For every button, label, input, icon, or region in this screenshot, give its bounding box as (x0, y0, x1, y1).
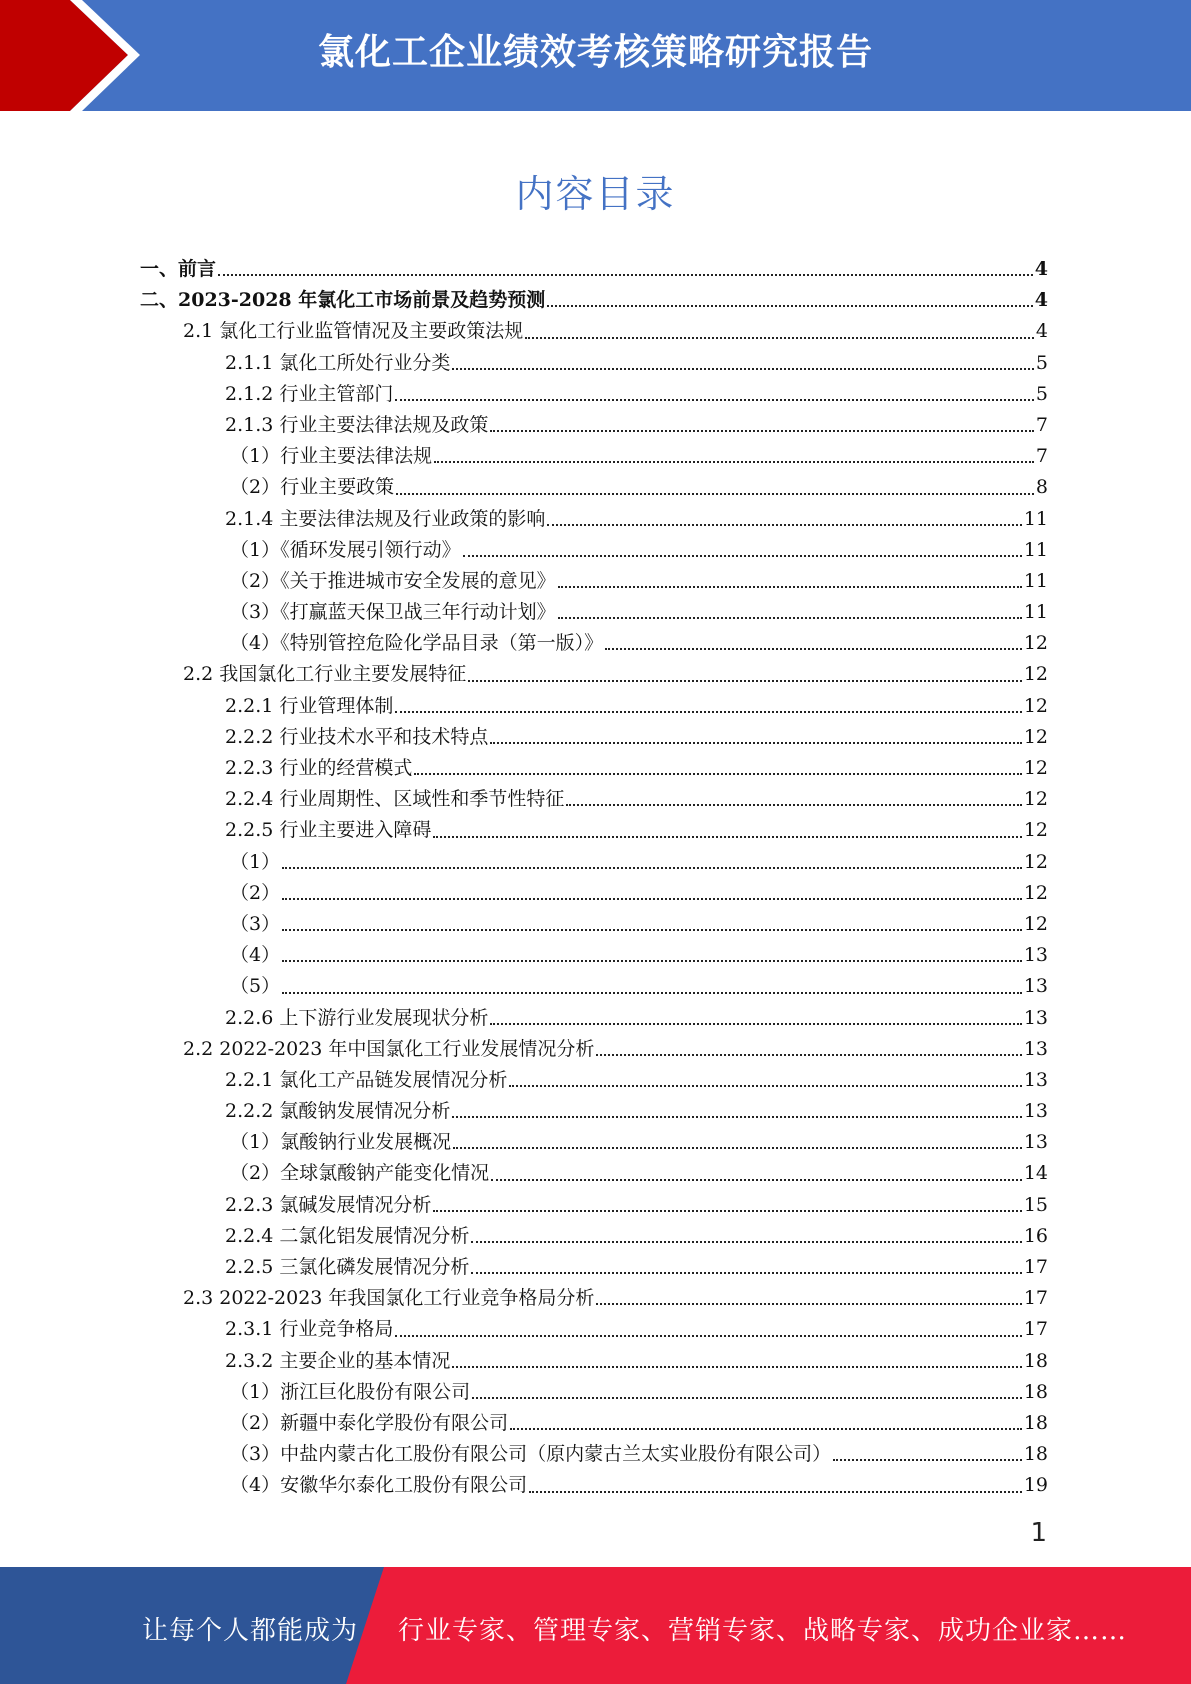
toc-leader-dots (596, 1053, 1021, 1056)
toc-entry-title: 一、前言 (140, 258, 217, 280)
toc-leader-dots (453, 1146, 1022, 1149)
toc-entry-title: 2.3.1 行业竞争格局 (225, 1318, 394, 1341)
toc-entry[interactable] (140, 847, 1048, 878)
toc-entry-title: 2.2.4 二氯化铝发展情况分析 (225, 1224, 470, 1247)
toc-entry-page: 11 (1023, 507, 1048, 530)
toc-leader-dots (547, 304, 1033, 307)
footer-slogan-right: 行业专家、管理专家、营销专家、战略专家、成功企业家…… (398, 1616, 1128, 1646)
toc-leader-dots (433, 1209, 1021, 1212)
toc-entry-page: 4 (1034, 258, 1048, 280)
toc-entry-page: 18 (1023, 1411, 1048, 1434)
toc-entry[interactable] (140, 348, 1048, 379)
toc-entry-title: 2.2.3 氯碱发展情况分析 (225, 1193, 432, 1216)
toc-entry[interactable] (140, 971, 1048, 1002)
toc-entry[interactable] (140, 1158, 1048, 1189)
toc-entry[interactable] (140, 504, 1048, 535)
toc-entry-title: 2.1.2 行业主管部门 (225, 382, 394, 405)
toc-entry-page: 18 (1023, 1443, 1048, 1466)
toc-leader-dots (472, 1396, 1022, 1399)
toc-entry-page: 14 (1023, 1162, 1048, 1185)
toc-leader-dots (471, 1271, 1021, 1274)
toc-entry-page: 13 (1023, 1131, 1048, 1154)
toc-entry[interactable] (140, 1003, 1048, 1034)
toc-entry-page: 7 (1035, 445, 1048, 468)
toc-entry-title: 2.2 2022-2023 年中国氯化工行业发展情况分析 (183, 1037, 595, 1060)
toc-entry-page: 5 (1035, 382, 1048, 405)
toc-entry-page: 4 (1035, 320, 1048, 343)
toc-leader-dots (558, 585, 1022, 588)
toc-leader-dots (468, 679, 1022, 682)
toc-leader-dots (395, 398, 1034, 401)
table-of-contents (140, 254, 1048, 1502)
toc-entry-title: （3）《打赢蓝天保卫战三年行动计划》 (230, 601, 556, 624)
toc-entry[interactable] (140, 566, 1048, 597)
toc-entry-page: 11 (1023, 538, 1048, 561)
toc-entry-page: 12 (1023, 850, 1048, 873)
toc-entry-title: 2.2.5 三氯化磷发展情况分析 (225, 1256, 470, 1278)
toc-entry-title: （2）行业主要政策 (230, 476, 395, 499)
toc-leader-dots (490, 741, 1021, 744)
toc-entry-page: 13 (1023, 1068, 1048, 1091)
toc-leader-dots (491, 1178, 1022, 1181)
toc-entry-title: （3）中盐内蒙古化工股份有限公司（原内蒙古兰太实业股份有限公司） (230, 1443, 832, 1466)
toc-entry-page: 16 (1023, 1224, 1048, 1247)
toc-entry[interactable] (140, 1439, 1048, 1470)
toc-entry-title: 2.2.2 行业技术水平和技术特点 (225, 725, 489, 748)
toc-entry[interactable] (140, 753, 1048, 784)
toc-entry-page: 17 (1023, 1318, 1048, 1341)
toc-entry-page: 13 (1023, 1006, 1048, 1029)
toc-entry-page: 18 (1023, 1349, 1048, 1372)
footer-slogan-left: 让每个人都能成为 (142, 1616, 359, 1646)
toc-entry[interactable] (140, 1096, 1048, 1127)
toc-entry-title: （1）行业主要法律法规 (230, 445, 433, 468)
toc-entry-title: （5） (230, 975, 281, 998)
toc-entry-page: 7 (1035, 413, 1048, 436)
toc-entry-page: 13 (1023, 944, 1048, 967)
toc-entry[interactable] (140, 628, 1048, 659)
page-number: 1 (1030, 1518, 1047, 1548)
toc-entry[interactable] (140, 285, 1048, 316)
toc-leader-dots (282, 866, 1022, 869)
toc-leader-dots (282, 991, 1022, 994)
toc-leader-dots (509, 1084, 1021, 1087)
toc-leader-dots (396, 492, 1034, 495)
toc-entry[interactable] (140, 1127, 1048, 1158)
toc-entry-page: 12 (1023, 819, 1048, 842)
toc-entry[interactable] (140, 940, 1048, 971)
toc-entry-title: （4）《特别管控危险化学品目录（第一版）》 (230, 632, 604, 655)
toc-entry-title: 2.2.3 行业的经营模式 (225, 757, 413, 779)
toc-entry-page: 11 (1023, 601, 1048, 624)
toc-heading: 内容目录 (515, 172, 676, 216)
toc-leader-dots (452, 1115, 1021, 1118)
toc-entry-title: （4） (230, 944, 281, 967)
toc-entry-page: 19 (1023, 1474, 1048, 1497)
toc-leader-dots (525, 336, 1034, 339)
toc-entry-title: 2.1.1 氯化工所处行业分类 (225, 351, 451, 374)
toc-entry[interactable] (140, 1314, 1048, 1345)
toc-entry-title: （1）浙江巨化股份有限公司 (230, 1380, 471, 1403)
toc-entry-page: 12 (1023, 912, 1048, 935)
toc-entry-title: （2）《关于推进城市安全发展的意见》 (230, 569, 556, 592)
toc-leader-dots (395, 1334, 1021, 1337)
toc-leader-dots (605, 647, 1022, 650)
toc-entry[interactable] (140, 1346, 1048, 1377)
toc-entry-title: 2.3.2 主要企业的基本情况 (225, 1349, 451, 1372)
toc-entry[interactable] (140, 254, 1048, 285)
toc-entry-title: （2） (230, 881, 281, 904)
toc-leader-dots (452, 367, 1034, 370)
toc-entry-title: （3） (230, 912, 281, 935)
toc-leader-dots (490, 429, 1034, 432)
toc-entry-page: 12 (1023, 881, 1048, 904)
toc-entry[interactable] (140, 316, 1048, 347)
toc-entry-page: 15 (1023, 1193, 1048, 1216)
toc-leader-dots (395, 710, 1021, 713)
toc-entry-title: 2.3 2022-2023 年我国氯化工行业竞争格局分析 (183, 1287, 595, 1310)
toc-entry-title: 2.1.4 主要法律法规及行业政策的影响 (225, 507, 546, 530)
toc-entry-title: 2.2.4 行业周期性、区域性和季节性特征 (225, 788, 565, 811)
toc-entry-title: （1） (230, 850, 281, 873)
header-band (0, 0, 1191, 111)
toc-entry[interactable] (140, 815, 1048, 846)
toc-leader-dots (510, 1427, 1022, 1430)
toc-entry-page: 12 (1023, 725, 1048, 748)
toc-entry-page: 18 (1023, 1380, 1048, 1403)
toc-entry[interactable] (140, 1034, 1048, 1065)
toc-entry[interactable] (140, 659, 1048, 690)
toc-entry[interactable] (140, 535, 1048, 566)
toc-entry-page: 13 (1023, 975, 1048, 998)
toc-leader-dots (452, 1365, 1021, 1368)
toc-leader-dots (558, 616, 1022, 619)
toc-leader-dots (218, 273, 1033, 276)
toc-leader-dots (282, 959, 1022, 962)
toc-entry[interactable] (140, 784, 1048, 815)
toc-entry[interactable] (140, 722, 1048, 753)
toc-entry-page: 8 (1035, 476, 1048, 499)
toc-entry-title: （4）安徽华尔泰化工股份有限公司 (230, 1474, 528, 1497)
report-title: 氯化工企业绩效考核策略研究报告 (317, 32, 873, 73)
toc-entry-title: （2）新疆中泰化学股份有限公司 (230, 1411, 509, 1434)
toc-entry[interactable] (140, 597, 1048, 628)
toc-entry-title: 2.2 我国氯化工行业主要发展特征 (183, 663, 467, 686)
toc-entry-page: 11 (1023, 569, 1048, 592)
toc-leader-dots (463, 554, 1022, 557)
toc-leader-dots (529, 1490, 1022, 1493)
toc-leader-dots (596, 1302, 1021, 1305)
toc-entry-page: 12 (1023, 663, 1048, 686)
toc-entry[interactable] (140, 472, 1048, 503)
toc-entry[interactable] (140, 1190, 1048, 1221)
toc-entry-title: 2.2.5 行业主要进入障碍 (225, 819, 432, 842)
toc-entry[interactable] (140, 1065, 1048, 1096)
toc-leader-dots (566, 803, 1021, 806)
toc-entry-title: 2.2.1 氯化工产品链发展情况分析 (225, 1068, 508, 1091)
toc-entry-page: 5 (1035, 351, 1048, 374)
toc-leader-dots (282, 928, 1022, 931)
toc-leader-dots (434, 460, 1034, 463)
toc-entry-title: 2.2.1 行业管理体制 (225, 694, 394, 717)
footer-band (0, 1567, 1191, 1684)
toc-entry-page: 13 (1023, 1100, 1048, 1123)
toc-leader-dots (490, 1022, 1021, 1025)
toc-entry-title: （2）全球氯酸钠产能变化情况 (230, 1162, 490, 1185)
toc-leader-dots (833, 1458, 1022, 1461)
toc-entry-title: 2.2.6 上下游行业发展现状分析 (225, 1006, 489, 1029)
toc-entry[interactable] (140, 410, 1048, 441)
toc-entry-page: 12 (1023, 694, 1048, 717)
toc-entry[interactable] (140, 1470, 1048, 1501)
toc-entry[interactable] (140, 909, 1048, 940)
toc-entry-page: 12 (1023, 788, 1048, 811)
toc-entry[interactable] (140, 379, 1048, 410)
toc-entry[interactable] (140, 1408, 1048, 1439)
toc-entry-page: 12 (1023, 632, 1048, 655)
toc-entry[interactable] (140, 1283, 1048, 1314)
toc-entry[interactable] (140, 441, 1048, 472)
toc-entry[interactable] (140, 1252, 1048, 1283)
toc-entry-page: 12 (1023, 757, 1048, 779)
toc-leader-dots (282, 897, 1022, 900)
toc-entry-title: （1）氯酸钠行业发展概况 (230, 1131, 452, 1154)
toc-entry-page: 17 (1023, 1256, 1048, 1278)
toc-entry-title: 二、2023-2028 年氯化工市场前景及趋势预测 (140, 289, 546, 312)
toc-entry-title: 2.1 氯化工行业监管情况及主要政策法规 (183, 320, 524, 343)
toc-entry-page: 17 (1023, 1287, 1048, 1310)
toc-entry[interactable] (140, 1221, 1048, 1252)
toc-entry[interactable] (140, 1377, 1048, 1408)
toc-entry-title: （1）《循环发展引领行动》 (230, 538, 461, 561)
toc-entry[interactable] (140, 691, 1048, 722)
toc-entry[interactable] (140, 878, 1048, 909)
toc-leader-dots (471, 1240, 1021, 1243)
toc-entry-title: 2.1.3 行业主要法律法规及政策 (225, 413, 489, 436)
toc-entry-page: 4 (1034, 289, 1048, 312)
toc-leader-dots (414, 772, 1021, 775)
toc-entry-page: 13 (1023, 1037, 1048, 1060)
toc-leader-dots (433, 835, 1021, 838)
toc-entry-title: 2.2.2 氯酸钠发展情况分析 (225, 1100, 451, 1123)
toc-leader-dots (547, 523, 1021, 526)
